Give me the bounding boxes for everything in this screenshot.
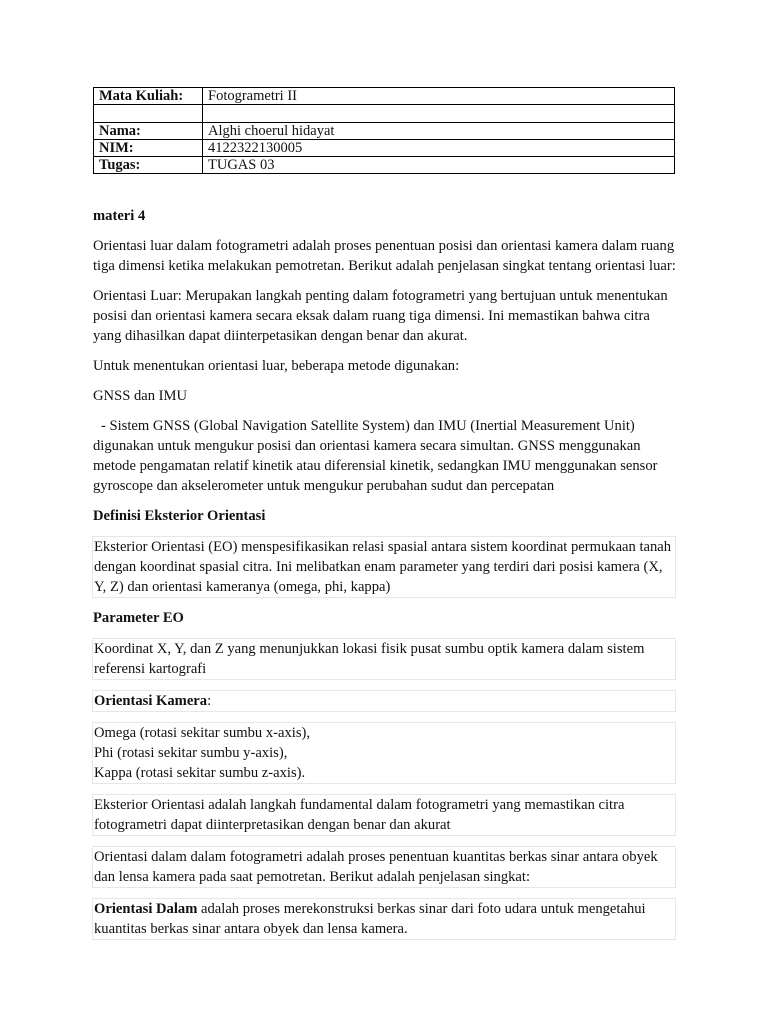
- paragraph-orientasi-dalam-intro: Orientasi dalam dalam fotogrametri adalah proses penentuan kuantitas berkas sinar antara obyek dan lensa kamera pada saat pemotretan. Berikut adalah penjelasan singkat:: [92, 846, 676, 888]
- paragraph-gnss-imu: - Sistem GNSS (Global Navigation Satellite System) dan IMU (Inertial Measurement Unit) digunakan untuk mengukur posisi dan orientasi kamera secara simultan. GNSS menggunakan metode pengamatan relatif kinetik atau diferensial kinetik, sedangkan IMU menggunakan sensor gyroscope dan akselerometer untuk mengukur perubahan sudut dan percepatan: [93, 418, 658, 494]
- table-row: [94, 88, 675, 105]
- table-row: [94, 140, 675, 157]
- heading-parameter-eo: Parameter EO: [93, 610, 184, 626]
- document-body: [93, 206, 676, 940]
- heading-orientasi-kamera-block: [92, 690, 676, 712]
- paragraph-gnss-title: GNSS dan IMU: [93, 388, 188, 404]
- heading-colon: :: [207, 693, 212, 709]
- heading-definisi: Definisi Eksterior Orientasi: [93, 508, 266, 524]
- info-table: [93, 87, 675, 174]
- label-mata-kuliah: Mata Kuliah:: [94, 88, 203, 105]
- label-tugas: Tugas:: [94, 157, 203, 174]
- heading-materi: materi 4: [93, 208, 146, 224]
- paragraph-intro: Orientasi luar dalam fotogrametri adalah proses penentuan posisi dan orientasi kamera dalam ruang tiga dimensi ketika melakukan pemotretan. Berikut adalah penjelasan singkat tentang orientasi luar:: [93, 238, 676, 274]
- orientasi-dalam-text: adalah proses merekonstruksi berkas sinar dari foto udara untuk mengetahui kuantitas berkas sinar antara obyek dan lensa kamera.: [94, 901, 646, 937]
- paragraph-koordinat: Koordinat X, Y, dan Z yang menunjukkan lokasi fisik pusat sumbu optik kamera dalam sistem referensi kartografi: [92, 638, 676, 680]
- list-item-omega: Omega (rotasi sekitar sumbu x-axis),: [94, 725, 311, 741]
- heading-orientasi-kamera: Orientasi Kamera: [94, 693, 208, 709]
- empty-cell: [94, 105, 203, 123]
- label-nama: Nama:: [94, 123, 203, 140]
- value-nama: Alghi choerul hidayat: [203, 123, 675, 140]
- paragraph-orientasi-dalam: [92, 898, 676, 940]
- paragraph-metode: Untuk menentukan orientasi luar, beberapa metode digunakan:: [93, 358, 460, 374]
- value-nim: 4122322130005: [203, 140, 675, 157]
- orientasi-dalam-bold: Orientasi Dalam: [94, 901, 198, 917]
- list-rotasi: [92, 722, 676, 784]
- paragraph-eksterior-summary: Eksterior Orientasi adalah langkah fundamental dalam fotogrametri yang memastikan citra fotogrametri dapat diinterpretasikan dengan benar dan akurat: [92, 794, 676, 836]
- table-row: [94, 157, 675, 174]
- table-row-empty: [94, 105, 675, 123]
- list-item-phi: Phi (rotasi sekitar sumbu y-axis),: [94, 745, 288, 761]
- paragraph-definisi: Eksterior Orientasi (EO) menspesifikasikan relasi spasial antara sistem koordinat permukaan tanah dengan koordinat spasial citra. Ini melibatkan enam parameter yang terdiri dari posisi kamera (X, Y, Z) dan orientasi kameranya (omega, phi, kappa): [92, 536, 676, 598]
- value-tugas: TUGAS 03: [203, 157, 675, 174]
- table-row: [94, 123, 675, 140]
- paragraph-orientasi-luar: Orientasi Luar: Merupakan langkah penting dalam fotogrametri yang bertujuan untuk menentukan posisi dan orientasi kamera secara eksak dalam ruang tiga dimensi. Ini memastikan bahwa citra yang dihasilkan dapat diinterpetasikan dengan benar dan akurat.: [93, 288, 668, 344]
- value-mata-kuliah: Fotogrametri II: [203, 88, 675, 105]
- document-page: [93, 87, 676, 950]
- list-item-kappa: Kappa (rotasi sekitar sumbu z-axis).: [94, 765, 306, 781]
- label-nim: NIM:: [94, 140, 203, 157]
- empty-cell: [203, 105, 675, 123]
